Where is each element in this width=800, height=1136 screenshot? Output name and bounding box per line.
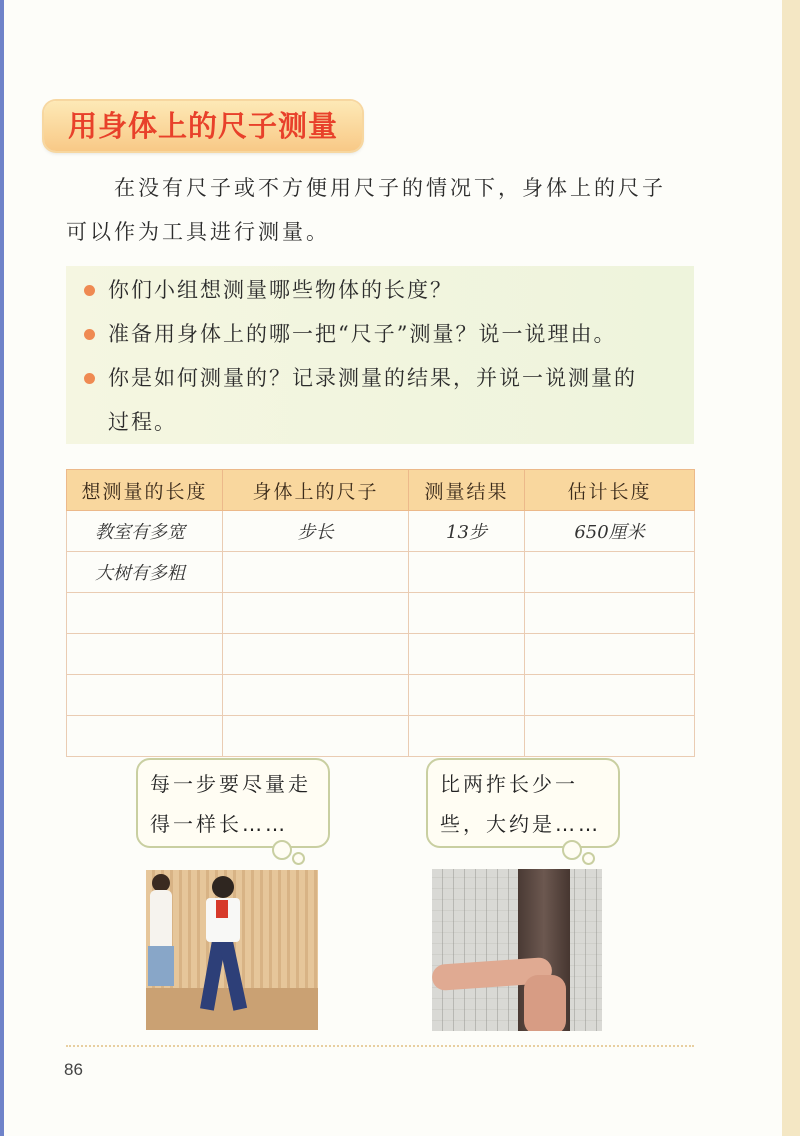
question-text: 准备用身体上的哪一把“尺子”测量？说一说理由。 <box>108 322 617 346</box>
speech-bubble-text: 比两拃长少一 <box>440 772 578 796</box>
question-item <box>84 312 684 356</box>
table-cell[interactable]: 教室有多宽 <box>67 511 223 552</box>
table-cell[interactable] <box>223 634 409 675</box>
table-cell[interactable]: 步长 <box>223 511 409 552</box>
table-row <box>67 511 695 552</box>
bullet-dot-icon <box>84 329 95 340</box>
boy-figure-head <box>212 876 234 898</box>
measuring-hand <box>524 975 566 1031</box>
table-header: 估计长度 <box>525 470 695 511</box>
speech-bubble-text: 每一步要尽量走 <box>150 772 311 796</box>
photo-hand-span-tree <box>432 869 602 1031</box>
table-row <box>67 552 695 593</box>
speech-bubble-tail <box>292 852 305 865</box>
speech-bubble-tail <box>562 840 582 860</box>
page-right-band <box>782 0 800 1136</box>
table-cell[interactable] <box>525 716 695 757</box>
page-left-edge <box>0 0 4 1136</box>
speech-bubble-step <box>136 758 330 848</box>
speech-bubble-tail <box>582 852 595 865</box>
measurement-table <box>66 469 695 757</box>
table-header-row <box>67 470 695 511</box>
speech-bubble-text: 得一样长…… <box>150 812 288 836</box>
bullet-dot-icon <box>84 285 95 296</box>
table-cell[interactable] <box>409 716 525 757</box>
girl-figure-body <box>150 890 172 952</box>
table-cell[interactable] <box>525 634 695 675</box>
table-cell[interactable] <box>409 593 525 634</box>
table-header: 身体上的尺子 <box>223 470 409 511</box>
table-cell[interactable] <box>525 593 695 634</box>
table-cell[interactable]: 13步 <box>409 511 525 552</box>
table-cell[interactable] <box>67 634 223 675</box>
girl-figure-skirt <box>148 946 174 986</box>
table-cell[interactable] <box>409 675 525 716</box>
table-header: 测量结果 <box>409 470 525 511</box>
section-title: 用身体上的尺子测量 <box>67 109 338 143</box>
table-cell[interactable] <box>525 675 695 716</box>
intro-line-1: 在没有尺子或不方便用尺子的情况下，身体上的尺子 <box>114 176 666 200</box>
table-cell[interactable]: 大树有多粗 <box>67 552 223 593</box>
table-header: 想测量的长度 <box>67 470 223 511</box>
table-row <box>67 716 695 757</box>
red-scarf <box>216 900 228 918</box>
page-number: 86 <box>64 1060 83 1079</box>
photo-students-pacing <box>146 870 318 1030</box>
intro-line-2: 可以作为工具进行测量。 <box>66 220 330 244</box>
question-item <box>84 356 684 444</box>
tile-ground <box>432 869 602 1031</box>
table-cell[interactable] <box>223 552 409 593</box>
table-cell[interactable] <box>525 552 695 593</box>
speech-bubble-span <box>426 758 620 848</box>
table-cell[interactable] <box>67 716 223 757</box>
speech-bubble-text: 些，大约是…… <box>440 812 601 836</box>
bullet-dot-icon <box>84 373 95 384</box>
table-cell[interactable]: 650厘米 <box>525 511 695 552</box>
table-row <box>67 675 695 716</box>
question-text: 你们小组想测量哪些物体的长度？ <box>108 278 453 302</box>
intro-paragraph <box>66 166 706 254</box>
table-cell[interactable] <box>67 593 223 634</box>
table-cell[interactable] <box>409 552 525 593</box>
question-text-continued: 过程。 <box>108 410 177 434</box>
question-text: 你是如何测量的？记录测量的结果，并说一说测量的 <box>108 366 637 390</box>
table-cell[interactable] <box>409 634 525 675</box>
table-cell[interactable] <box>223 675 409 716</box>
section-title-badge <box>44 101 362 151</box>
speech-bubble-tail <box>272 840 292 860</box>
table-cell[interactable] <box>223 593 409 634</box>
question-box <box>66 266 694 444</box>
table-cell[interactable] <box>223 716 409 757</box>
table-cell[interactable] <box>67 675 223 716</box>
question-item <box>84 268 684 312</box>
table-row <box>67 634 695 675</box>
footer-divider <box>66 1045 694 1047</box>
table-row <box>67 593 695 634</box>
